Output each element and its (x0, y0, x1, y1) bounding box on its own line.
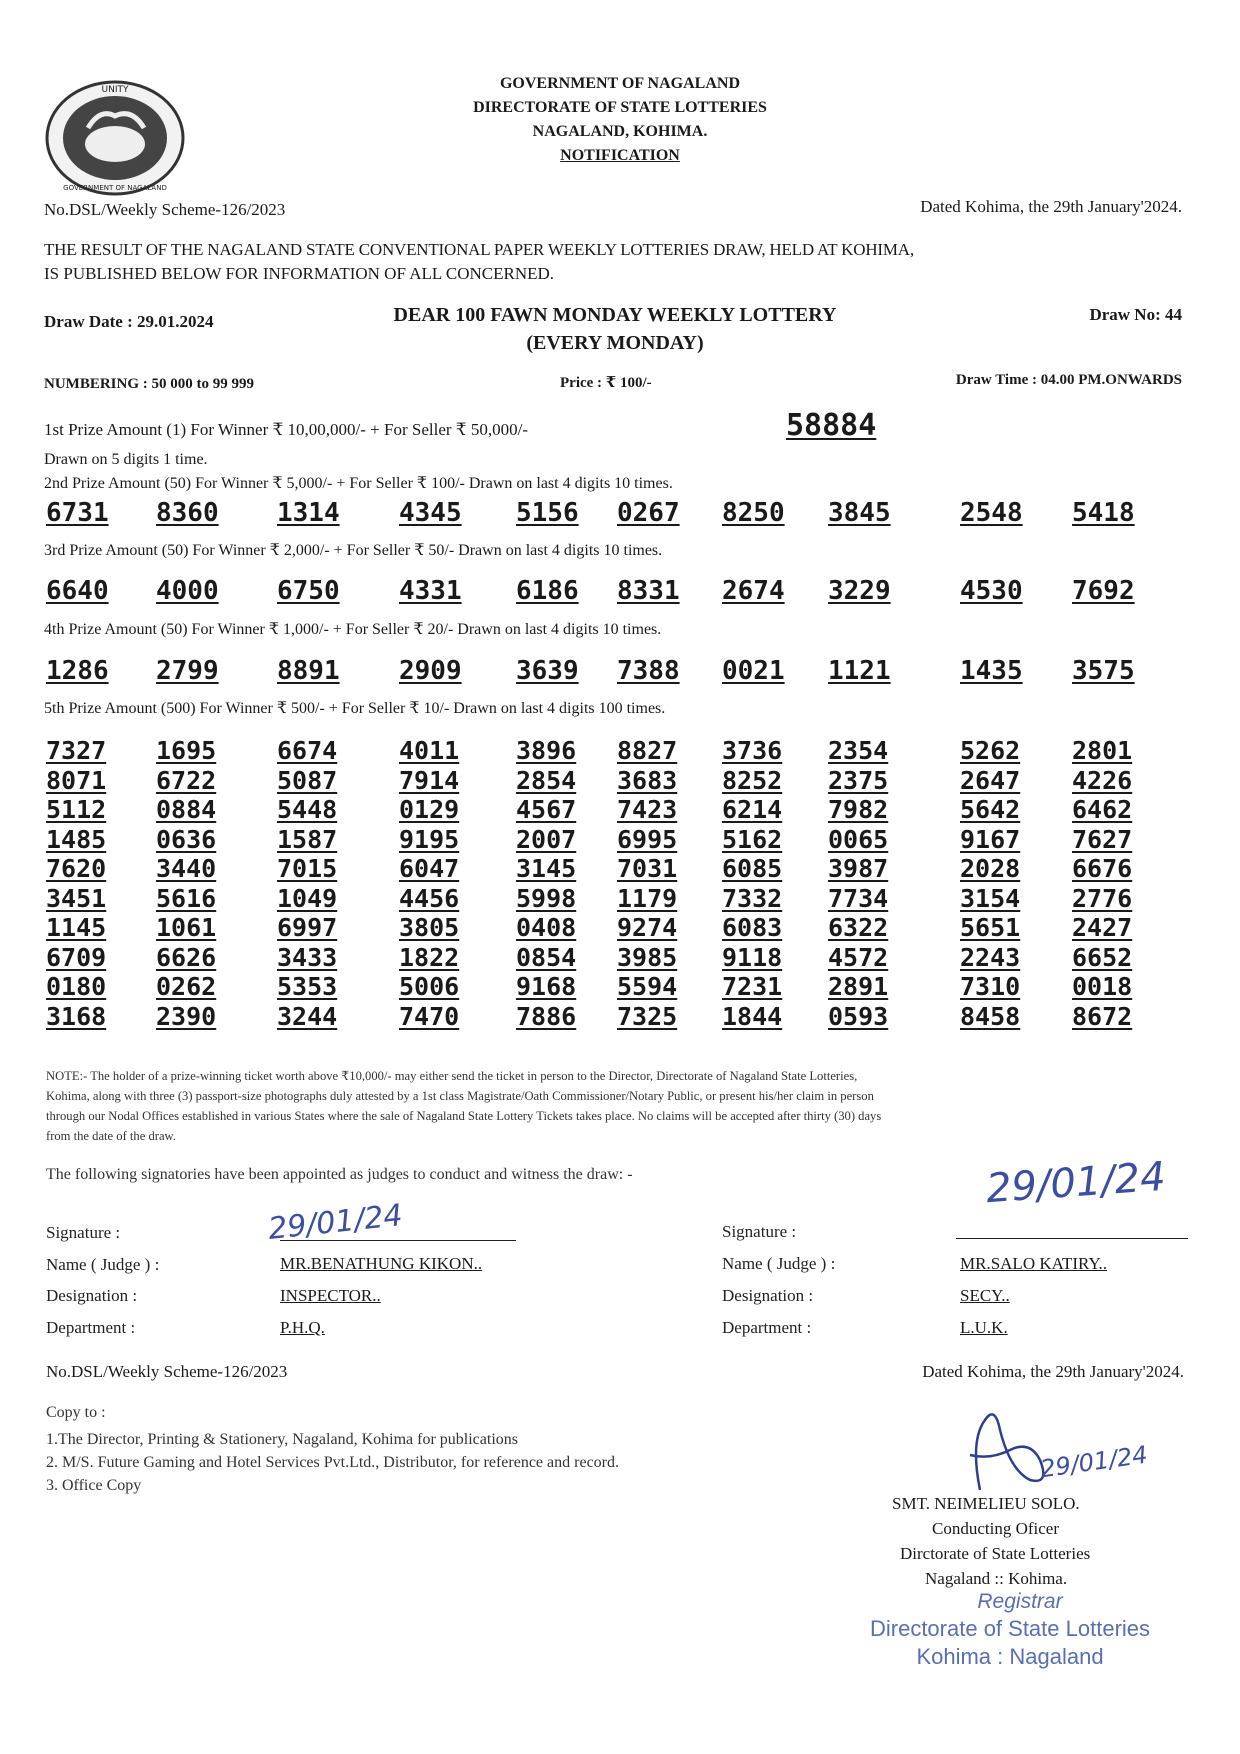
prize-number: 2801 (1072, 736, 1133, 765)
officer-title: Conducting Oficer (932, 1519, 1059, 1538)
prize-number: 0267 (617, 498, 680, 528)
prize-number: 7015 (277, 854, 338, 883)
prize-number: 8250 (722, 498, 785, 528)
prize-number: 6626 (156, 942, 217, 972)
note-line: from the date of the draw. (46, 1129, 176, 1143)
prize-number: 6652 (1072, 942, 1133, 972)
prize-number: 8827 (617, 736, 678, 765)
prize-number: 2674 (722, 576, 785, 606)
prize-number: 3736 (722, 736, 783, 765)
prize-number: 2007 (516, 824, 577, 854)
prize-number: 1822 (399, 942, 460, 972)
prize-number: 3845 (828, 498, 891, 528)
judge2-signature-label: Signature : (722, 1222, 797, 1241)
prize-number: 4572 (828, 942, 889, 972)
dated-line: Dated Kohima, the 29th January'2024. (920, 197, 1182, 216)
judge2-name: MR.SALO KATIRY.. (960, 1254, 1108, 1273)
prize-number: 5616 (156, 883, 217, 913)
prize-number: 7388 (617, 656, 680, 686)
officer-name: SMT. NEIMELIEU SOLO. (892, 1494, 1080, 1513)
prize-number: 2891 (828, 972, 889, 1001)
prize-number: 5651 (960, 913, 1021, 942)
prize-number: 2799 (156, 656, 219, 686)
prize-number: 4000 (156, 576, 219, 606)
third-prize-numbers (46, 576, 1146, 606)
prize-number: 0593 (828, 1001, 889, 1031)
prize-number: 4345 (399, 498, 462, 528)
header-notification: NOTIFICATION (560, 147, 680, 164)
prize-number: 3229 (828, 576, 891, 606)
judge1-name: MR.BENATHUNG KIKON.. (280, 1254, 483, 1273)
judge1-signature: 29/01/24 (266, 1198, 405, 1247)
prize-number: 7031 (617, 854, 678, 883)
prize-number: 3244 (277, 1001, 338, 1031)
prize-number: 0065 (828, 824, 889, 854)
second-prize-label: 2nd Prize Amount (50) For Winner ₹ 5,000/- + For Seller ₹ 100/- Drawn on last 4 digits 10 times. (44, 475, 673, 492)
prize-number: 5087 (277, 765, 338, 795)
judge1-signature-line (280, 1240, 516, 1241)
prize-number: 2354 (828, 736, 889, 765)
prize-number: 5006 (399, 972, 460, 1001)
prize-number: 7423 (617, 795, 678, 824)
prize-number: 9118 (722, 942, 783, 972)
handwritten-date: 29/01/24 (984, 1153, 1168, 1213)
prize-number: 6674 (277, 736, 338, 765)
intro-line-2: IS PUBLISHED BELOW FOR INFORMATION OF ALL CONCERNED. (44, 264, 555, 283)
prize-number: 2909 (399, 656, 462, 686)
prize-number: 7332 (722, 883, 783, 913)
prize-number: 1587 (277, 824, 338, 854)
prize-number: 5594 (617, 972, 678, 1001)
prize-number: 6186 (516, 576, 579, 606)
second-prize-numbers (46, 498, 1146, 528)
draw-time: Draw Time : 04.00 PM.ONWARDS (955, 372, 1182, 388)
third-prize-label: 3rd Prize Amount (50) For Winner ₹ 2,000/- + For Seller ₹ 50/- Drawn on last 4 digits 10 times. (44, 542, 663, 559)
fifth-prize-numbers (46, 736, 1146, 1031)
prize-number: 0884 (156, 795, 217, 824)
seal-top-text: UNITY (101, 85, 129, 95)
prize-number: 7982 (828, 795, 889, 824)
prize-number: 5262 (960, 736, 1021, 765)
prize-number: 6462 (1072, 795, 1133, 824)
prize-number: 8458 (960, 1001, 1021, 1031)
prize-number: 6997 (277, 913, 338, 942)
judge1-department-label: Department : (46, 1318, 136, 1337)
prize-number: 3575 (1072, 656, 1135, 686)
judge2-department-label: Department : (722, 1318, 812, 1337)
prize-number: 1695 (156, 736, 217, 765)
prize-number: 4567 (516, 795, 577, 824)
prize-number: 6750 (277, 576, 340, 606)
judge1-designation: INSPECTOR.. (280, 1286, 381, 1305)
prize-number: 5112 (46, 795, 107, 824)
prize-number: 7886 (516, 1001, 577, 1031)
prize-number: 0129 (399, 795, 460, 824)
prize-number: 0180 (46, 972, 107, 1001)
prize-number: 0636 (156, 824, 217, 854)
judge1-department: P.H.Q. (280, 1318, 325, 1337)
stamp-line-3: Kohima : Nagaland (916, 1644, 1104, 1669)
copy-item: 2. M/S. Future Gaming and Hotel Services Pvt.Ltd., Distributor, for reference and record. (46, 1454, 619, 1471)
prize-number: 7692 (1072, 576, 1135, 606)
prize-number: 1061 (156, 913, 217, 942)
prize-number: 4456 (399, 883, 460, 913)
prize-number: 0262 (156, 972, 217, 1001)
prize-number: 7627 (1072, 824, 1133, 854)
prize-number: 9274 (617, 913, 678, 942)
prize-number: 6676 (1072, 854, 1133, 883)
prize-number: 2776 (1072, 883, 1133, 913)
draw-number: Draw No: 44 (1089, 305, 1182, 324)
claim-note (46, 1066, 1116, 1146)
prize-number: 5418 (1072, 498, 1135, 528)
prize-number: 5353 (277, 972, 338, 1001)
judges-intro: The following signatories have been appointed as judges to conduct and witness the draw: - (46, 1166, 633, 1183)
prize-number: 8360 (156, 498, 219, 528)
prize-number: 2427 (1072, 913, 1133, 942)
prize-number: 0021 (722, 656, 785, 686)
judge2-department: L.U.K. (960, 1318, 1008, 1337)
prize-number: 9195 (399, 824, 460, 854)
registrar-stamp (850, 1590, 1170, 1670)
prize-number: 1049 (277, 883, 338, 913)
copy-list (46, 1428, 619, 1497)
first-prize-label: 1st Prize Amount (1) For Winner ₹ 10,00,000/- + For Seller ₹ 50,000/- (44, 420, 528, 439)
prize-number: 6214 (722, 795, 783, 824)
prize-number: 2390 (156, 1001, 217, 1031)
prize-number: 3451 (46, 883, 107, 913)
prize-number: 3985 (617, 942, 678, 972)
ticket-price: Price : ₹ 100/- (560, 375, 652, 391)
judge1-designation-label: Designation : (46, 1286, 138, 1305)
copy-item: 3. Office Copy (46, 1477, 142, 1494)
prize-number: 2854 (516, 765, 577, 795)
copy-to-label: Copy to : (46, 1404, 106, 1421)
prize-number: 1485 (46, 824, 107, 854)
prize-number: 3440 (156, 854, 217, 883)
officer-signature: 29/01/24 (1038, 1440, 1150, 1484)
prize-number: 8252 (722, 765, 783, 795)
judge1-name-label: Name ( Judge ) : (46, 1255, 160, 1274)
prize-number: 2647 (960, 765, 1021, 795)
prize-number: 7914 (399, 765, 460, 795)
prize-number: 3168 (46, 1001, 107, 1031)
lottery-subtitle: (EVERY MONDAY) (526, 332, 704, 354)
prize-number: 0018 (1072, 972, 1133, 1001)
prize-number: 1286 (46, 656, 109, 686)
note-line: through our Nodal Offices established in various States where the sale of Nagaland State Lottery Tickets takes place. No claims will be accepted after thirty (30) days (46, 1109, 882, 1123)
prize-number: 8331 (617, 576, 680, 606)
prize-number: 1314 (277, 498, 340, 528)
officer-place: Nagaland :: Kohima. (925, 1569, 1068, 1588)
stamp-line-1: Registrar (977, 1590, 1063, 1613)
note-line: Kohima, along with three (3) passport-size photographs duly attested by a 1st class Magistrate/Oath Commissioner/Notary Public, or present his/her claim in person (46, 1089, 874, 1103)
prize-number: 6709 (46, 942, 107, 972)
prize-number: 7231 (722, 972, 783, 1001)
note-line: NOTE:- The holder of a prize-winning ticket worth above ₹10,000/- may either send the ticket in person to the Director, Directorate of Nagaland State Lotteries, (46, 1069, 858, 1083)
prize-number: 8891 (277, 656, 340, 686)
footer-ref-number: No.DSL/Weekly Scheme-126/2023 (46, 1362, 288, 1381)
header-place: NAGALAND, KOHIMA. (532, 123, 708, 140)
header-directorate: DIRECTORATE OF STATE LOTTERIES (473, 99, 767, 116)
prize-number: 2375 (828, 765, 889, 795)
judge2-designation: SECY.. (960, 1286, 1010, 1305)
prize-number: 5162 (722, 824, 783, 854)
prize-number: 6722 (156, 765, 217, 795)
judge2-signature-line (956, 1238, 1188, 1239)
intro-line-1: THE RESULT OF THE NAGALAND STATE CONVENTIONAL PAPER WEEKLY LOTTERIES DRAW, HELD AT KOHIMA, (44, 240, 914, 259)
prize-number: 7620 (46, 854, 107, 883)
prize-number: 1844 (722, 1001, 783, 1031)
prize-number: 6731 (46, 498, 109, 528)
fourth-prize-label: 4th Prize Amount (50) For Winner ₹ 1,000/- + For Seller ₹ 20/- Drawn on last 4 digits 10 times. (44, 621, 662, 638)
prize-number: 4331 (399, 576, 462, 606)
prize-number: 5998 (516, 883, 577, 913)
prize-number: 7327 (46, 736, 107, 765)
header-gov: GOVERNMENT OF NAGALAND (499, 75, 740, 92)
prize-number: 1121 (828, 656, 891, 686)
prize-number: 3683 (617, 765, 678, 795)
prize-number: 7734 (828, 883, 889, 913)
fifth-prize-label: 5th Prize Amount (500) For Winner ₹ 500/- + For Seller ₹ 10/- Drawn on last 4 digits 100 times. (44, 700, 666, 717)
prize-number: 8071 (46, 765, 107, 795)
prize-number: 6083 (722, 913, 783, 942)
prize-number: 0408 (516, 913, 577, 942)
stamp-line-2: Directorate of State Lotteries (869, 1616, 1151, 1641)
prize-number: 7310 (960, 972, 1021, 1001)
officer-org: Dirctorate of State Lotteries (900, 1544, 1091, 1563)
first-prize-note: Drawn on 5 digits 1 time. (44, 451, 208, 468)
ref-number: No.DSL/Weekly Scheme-126/2023 (44, 200, 286, 219)
prize-number: 4226 (1072, 765, 1133, 795)
prize-number: 6995 (617, 824, 678, 854)
prize-number: 6322 (828, 913, 889, 942)
lottery-title: DEAR 100 FAWN MONDAY WEEKLY LOTTERY (393, 304, 837, 326)
prize-number: 6085 (722, 854, 783, 883)
prize-number: 5448 (277, 795, 338, 824)
prize-number: 2028 (960, 854, 1021, 883)
prize-number: 3639 (516, 656, 579, 686)
prize-number: 4530 (960, 576, 1023, 606)
prize-number: 6047 (399, 854, 460, 883)
prize-number: 0854 (516, 942, 577, 972)
numbering: NUMBERING : 50 000 to 99 999 (44, 376, 254, 392)
prize-number: 9168 (516, 972, 577, 1001)
prize-number: 7470 (399, 1001, 460, 1031)
prize-number: 5642 (960, 795, 1021, 824)
footer-dated: Dated Kohima, the 29th January'2024. (922, 1362, 1184, 1381)
judge2-designation-label: Designation : (722, 1286, 814, 1305)
prize-number: 3896 (516, 736, 577, 765)
prize-number: 2548 (960, 498, 1023, 528)
prize-number: 3154 (960, 883, 1021, 913)
seal-bottom-text: GOVERNMENT OF NAGALAND (63, 184, 167, 192)
copy-item: 1.The Director, Printing & Stationery, Nagaland, Kohima for publications (46, 1431, 518, 1448)
prize-number: 5156 (516, 498, 579, 528)
prize-number: 3145 (516, 854, 577, 883)
prize-number: 7325 (617, 1001, 678, 1031)
prize-number: 2243 (960, 942, 1021, 972)
prize-number: 9167 (960, 824, 1021, 854)
prize-number: 3805 (399, 913, 460, 942)
prize-number: 1145 (46, 913, 107, 942)
prize-number: 8672 (1072, 1001, 1133, 1031)
prize-number: 6640 (46, 576, 109, 606)
prize-number: 1435 (960, 656, 1023, 686)
first-prize-winner: 58884 (786, 408, 877, 443)
prize-number: 3433 (277, 942, 338, 972)
judge1-signature-label: Signature : (46, 1223, 121, 1242)
fourth-prize-numbers (46, 656, 1146, 686)
prize-number: 1179 (617, 883, 678, 913)
draw-date: Draw Date : 29.01.2024 (44, 312, 214, 331)
prize-number: 3987 (828, 854, 889, 883)
prize-number: 4011 (399, 736, 460, 765)
judge2-name-label: Name ( Judge ) : (722, 1254, 836, 1273)
